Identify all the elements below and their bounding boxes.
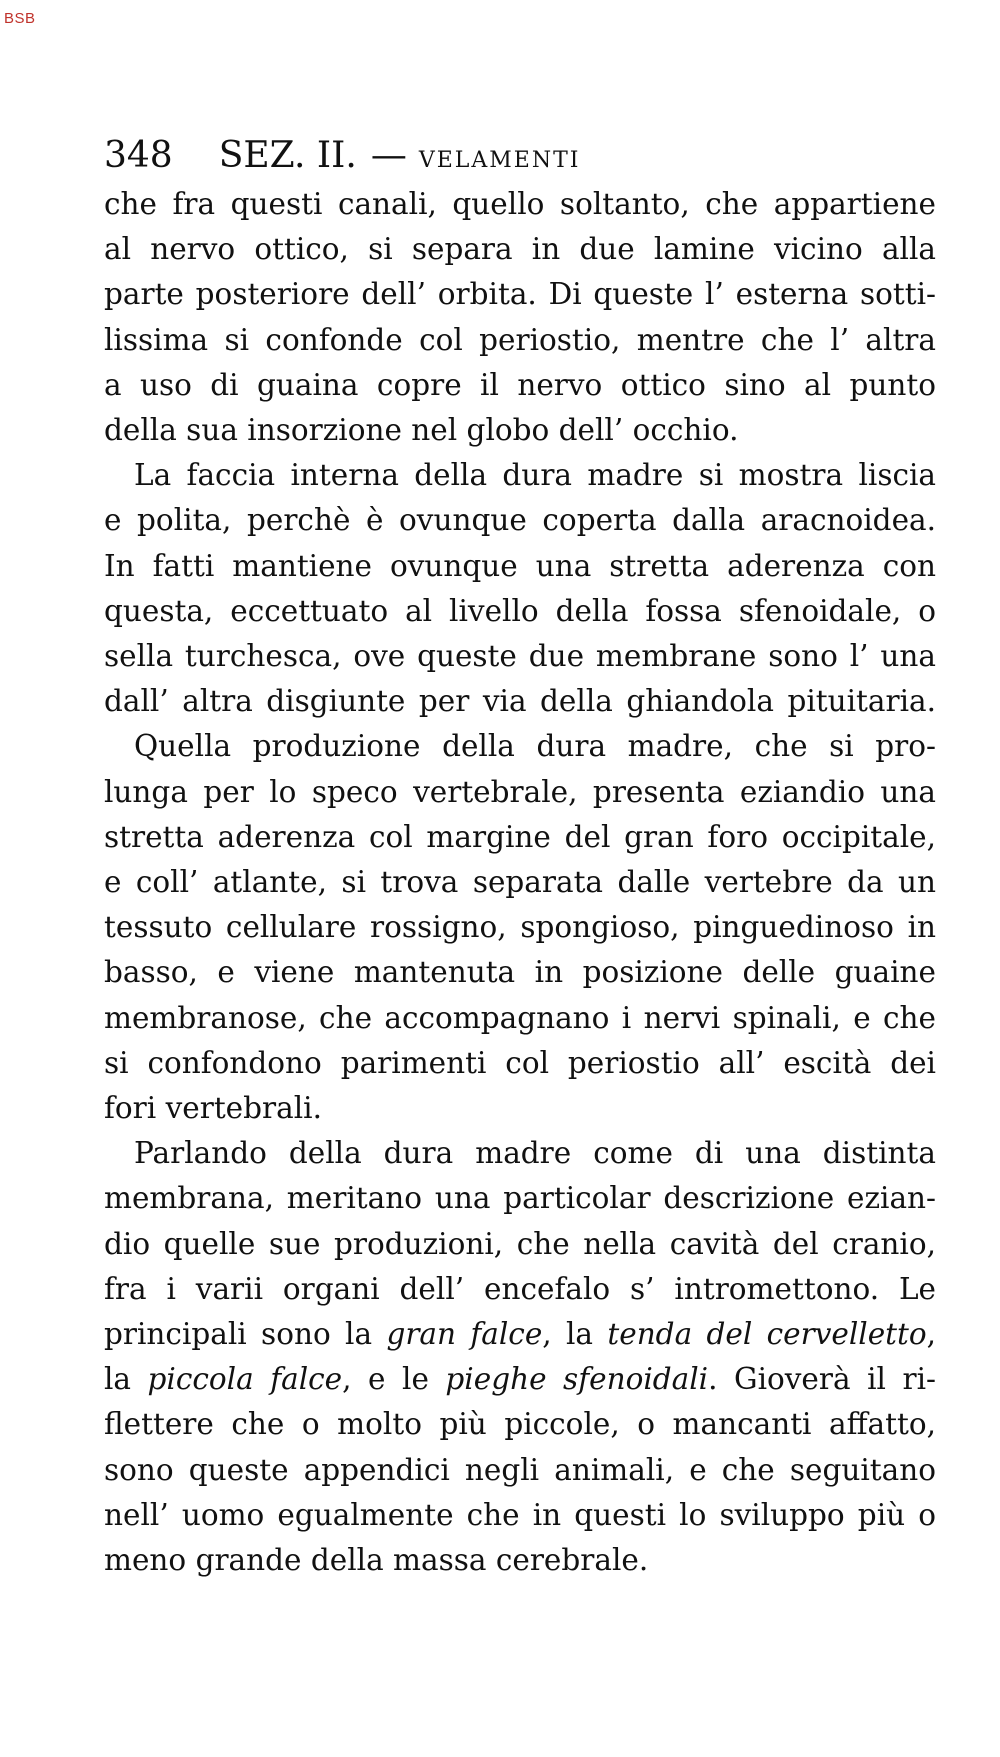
italic-term-piccola-falce: piccola falce bbox=[147, 1362, 343, 1397]
paragraph-2 bbox=[104, 453, 936, 724]
text-line: dall’ altra disgiunte per via della ghiandola pituitaria. bbox=[104, 684, 936, 719]
page-number: 348 bbox=[104, 135, 173, 176]
text-line: In fatti mantiene ovunque una stretta aderenza con bbox=[104, 548, 936, 583]
text-line: tessuto cellulare rossigno, spongioso, pinguedinoso in bbox=[104, 910, 936, 945]
text-line: della sua insorzione nel globo dell’ occhio. bbox=[104, 413, 739, 448]
italic-term-tenda-del-cervelletto: tenda del cervelletto bbox=[607, 1317, 927, 1352]
paragraph-1 bbox=[104, 182, 936, 453]
text-line-with-italics bbox=[104, 1357, 936, 1402]
text-line: stretta aderenza col margine del gran foro occipitale, bbox=[104, 819, 936, 854]
text-line: meno grande della massa cerebrale. bbox=[104, 1543, 649, 1578]
library-watermark: BSB bbox=[4, 10, 36, 27]
text-line: La faccia interna della dura madre si mostra liscia bbox=[134, 458, 936, 493]
text-line: basso, e viene mantenuta in posizione delle guaine bbox=[104, 955, 936, 990]
text-line: al nervo ottico, si separa in due lamine vicino alla bbox=[104, 232, 936, 267]
text-line-with-italics bbox=[104, 1312, 936, 1357]
text-line: sella turchesca, ove queste due membrane sono l’ una bbox=[104, 639, 936, 674]
text-line: nell’ uomo egualmente che in questi lo sviluppo più o bbox=[104, 1497, 936, 1532]
text-line: lissima si confonde col periostio, mentre che l’ altra bbox=[104, 322, 936, 357]
text-line: questa, eccettuato al livello della fossa sfenoidale, o bbox=[104, 593, 936, 628]
text-line: dio quelle sue produzioni, che nella cavità del cranio, bbox=[104, 1226, 936, 1261]
italic-term-pieghe-sfenoidali: pieghe sfenoidali bbox=[445, 1362, 709, 1397]
text-line: sono queste appendici negli animali, e che seguitano bbox=[104, 1452, 936, 1487]
text-run: . Gioverà il ri- bbox=[708, 1362, 936, 1397]
text-line: Parlando della dura madre come di una distinta bbox=[134, 1136, 936, 1171]
text-line: che fra questi canali, quello soltanto, che appartiene bbox=[104, 187, 936, 221]
body-text bbox=[104, 182, 936, 1583]
text-line: membranose, che accompagnano i nervi spinali, e che bbox=[104, 1000, 936, 1035]
text-run: la bbox=[104, 1362, 148, 1397]
text-run: , e le bbox=[342, 1362, 446, 1397]
text-run: , la bbox=[542, 1317, 608, 1352]
section-subject: VELAMENTI bbox=[418, 148, 581, 173]
text-run: , bbox=[926, 1317, 937, 1352]
text-line: e polita, perchè è ovunque coperta dalla aracnoidea. bbox=[104, 503, 936, 538]
text-line: membrana, meritano una particolar descrizione ezian- bbox=[104, 1181, 936, 1216]
text-line: flettere che o molto più piccole, o mancanti affatto, bbox=[104, 1407, 936, 1442]
text-line: fori vertebrali. bbox=[104, 1091, 322, 1126]
text-line: lunga per lo speco vertebrale, presenta eziandio una bbox=[104, 774, 936, 809]
text-line: fra i varii organi dell’ encefalo s’ intromettono. Le bbox=[104, 1271, 936, 1306]
text-line: parte posteriore dell’ orbita. Di queste l’ esterna sotti- bbox=[104, 277, 936, 312]
book-page bbox=[104, 130, 936, 1583]
text-line: e coll’ atlante, si trova separata dalle vertebre da un bbox=[104, 865, 936, 900]
text-run: principali sono la bbox=[104, 1317, 387, 1352]
text-line: a uso di guaina copre il nervo ottico sino al punto bbox=[104, 367, 936, 402]
italic-term-gran-falce: gran falce bbox=[386, 1317, 543, 1352]
header-dash: — bbox=[370, 135, 407, 176]
section-label: SEZ. II. bbox=[218, 135, 357, 176]
text-line: Quella produzione della dura madre, che si pro- bbox=[134, 729, 936, 764]
paragraph-3 bbox=[104, 724, 936, 1131]
running-head bbox=[104, 130, 936, 182]
text-line: si confondono parimenti col periostio all’ escità dei bbox=[104, 1045, 936, 1080]
paragraph-4 bbox=[104, 1131, 936, 1583]
